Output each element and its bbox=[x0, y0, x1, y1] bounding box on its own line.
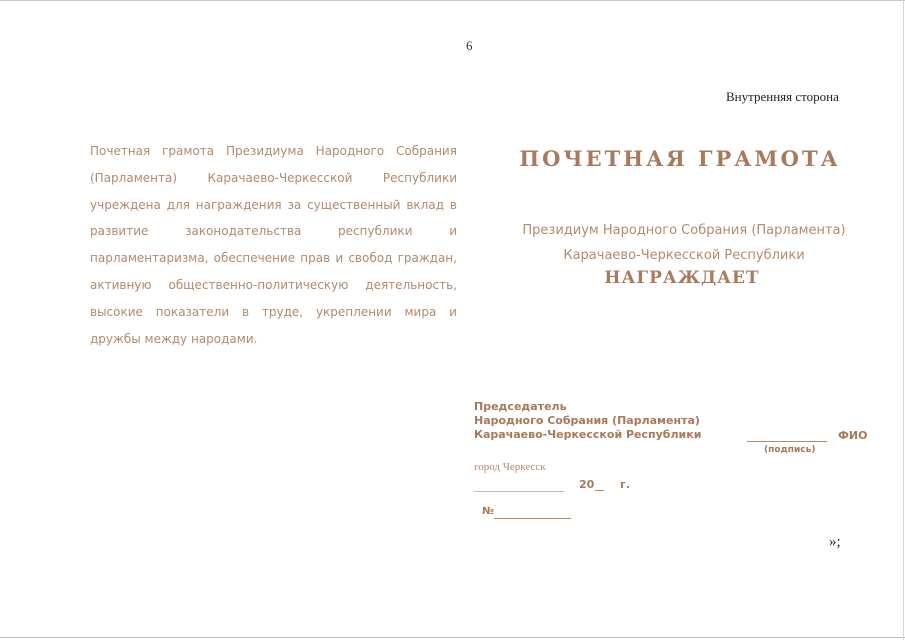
signatory-line-1: Председатель bbox=[474, 400, 567, 413]
description-word: Почетная bbox=[90, 144, 151, 158]
description-word: деятельность, bbox=[365, 277, 457, 292]
signatory-block bbox=[474, 400, 701, 442]
description-word: свобод bbox=[348, 251, 393, 266]
description-word: парламентаризма, bbox=[90, 251, 209, 266]
description-word: законодательства bbox=[185, 224, 302, 239]
signatory-line-2: Народного Собрания (Парламента) bbox=[474, 414, 700, 427]
description-word: за bbox=[287, 197, 302, 212]
closing-quote: »; bbox=[829, 534, 841, 550]
page-edge-right bbox=[903, 0, 904, 640]
city-label: город Черкесск bbox=[474, 461, 546, 473]
description-word: в bbox=[241, 304, 250, 319]
description-word: для bbox=[166, 197, 190, 212]
description-line bbox=[90, 272, 457, 299]
signature-hint: (подпись) bbox=[764, 445, 816, 455]
description-word: и bbox=[449, 304, 457, 319]
description-line bbox=[90, 245, 457, 272]
description-word: прав bbox=[300, 251, 331, 266]
presidium-line-1: Президиум Народного Собрания (Парламента) bbox=[522, 223, 846, 238]
side-label: Внутренняя сторона bbox=[726, 89, 839, 104]
document-title: ПОЧЕТНАЯ ГРАМОТА bbox=[519, 146, 841, 171]
awards-heading: НАГРАЖДАЕТ bbox=[604, 268, 760, 288]
presidium-block bbox=[484, 218, 884, 268]
year-blank-line bbox=[595, 490, 604, 491]
description-word: развитие bbox=[90, 224, 149, 239]
description-word: в bbox=[449, 197, 457, 212]
page-edge-bottom bbox=[0, 637, 905, 638]
fio-label: ФИО bbox=[838, 429, 868, 442]
signatory-line-3: Карачаево-Черкесской Республики bbox=[474, 428, 702, 441]
description-line bbox=[90, 218, 457, 245]
description-word: и bbox=[449, 224, 457, 239]
description-word: награждения bbox=[195, 197, 282, 212]
year-prefix: 20 bbox=[579, 478, 595, 491]
presidium-line-2: Карачаево-Черкесской Республики bbox=[563, 248, 805, 263]
description-word: грамота bbox=[162, 144, 215, 158]
description-line bbox=[90, 192, 457, 219]
description-word: труде, bbox=[261, 304, 304, 319]
description-word: Собрания bbox=[395, 144, 457, 158]
description-line bbox=[90, 299, 457, 326]
number-blank-line bbox=[494, 518, 571, 519]
description-line bbox=[90, 165, 457, 192]
description-word: республики bbox=[338, 224, 413, 239]
description-word: активную bbox=[90, 277, 152, 292]
description-word: и bbox=[335, 251, 344, 266]
description-word: Президиума bbox=[225, 144, 304, 158]
description-word: показатели bbox=[155, 304, 230, 319]
description-word: существенный bbox=[307, 197, 401, 212]
description-word: общественно-политическую bbox=[168, 277, 349, 292]
description-paragraph bbox=[90, 138, 457, 352]
description-word: граждан, bbox=[397, 251, 457, 266]
description-word: учреждена bbox=[90, 197, 161, 212]
description-word: вклад bbox=[406, 197, 444, 212]
description-line bbox=[90, 138, 457, 165]
description-word: дружбы между народами. bbox=[90, 331, 258, 346]
page-number: 6 bbox=[466, 38, 473, 53]
description-word: Народного bbox=[315, 144, 385, 158]
page-edge-top bbox=[0, 0, 905, 1]
description-word: обеспечение bbox=[213, 251, 296, 266]
description-word: высокие bbox=[90, 304, 143, 319]
date-day-month-line bbox=[474, 491, 564, 492]
year-suffix: г. bbox=[620, 478, 630, 491]
description-word: укреплении bbox=[315, 304, 392, 319]
description-word: Карачаево-Черкесской bbox=[207, 170, 353, 185]
number-sign: № bbox=[482, 506, 495, 517]
description-word: мира bbox=[404, 304, 437, 319]
description-word: Республики bbox=[382, 170, 457, 185]
description-word: (Парламента) bbox=[90, 170, 178, 185]
signature-line bbox=[747, 441, 827, 442]
description-line bbox=[90, 326, 457, 353]
